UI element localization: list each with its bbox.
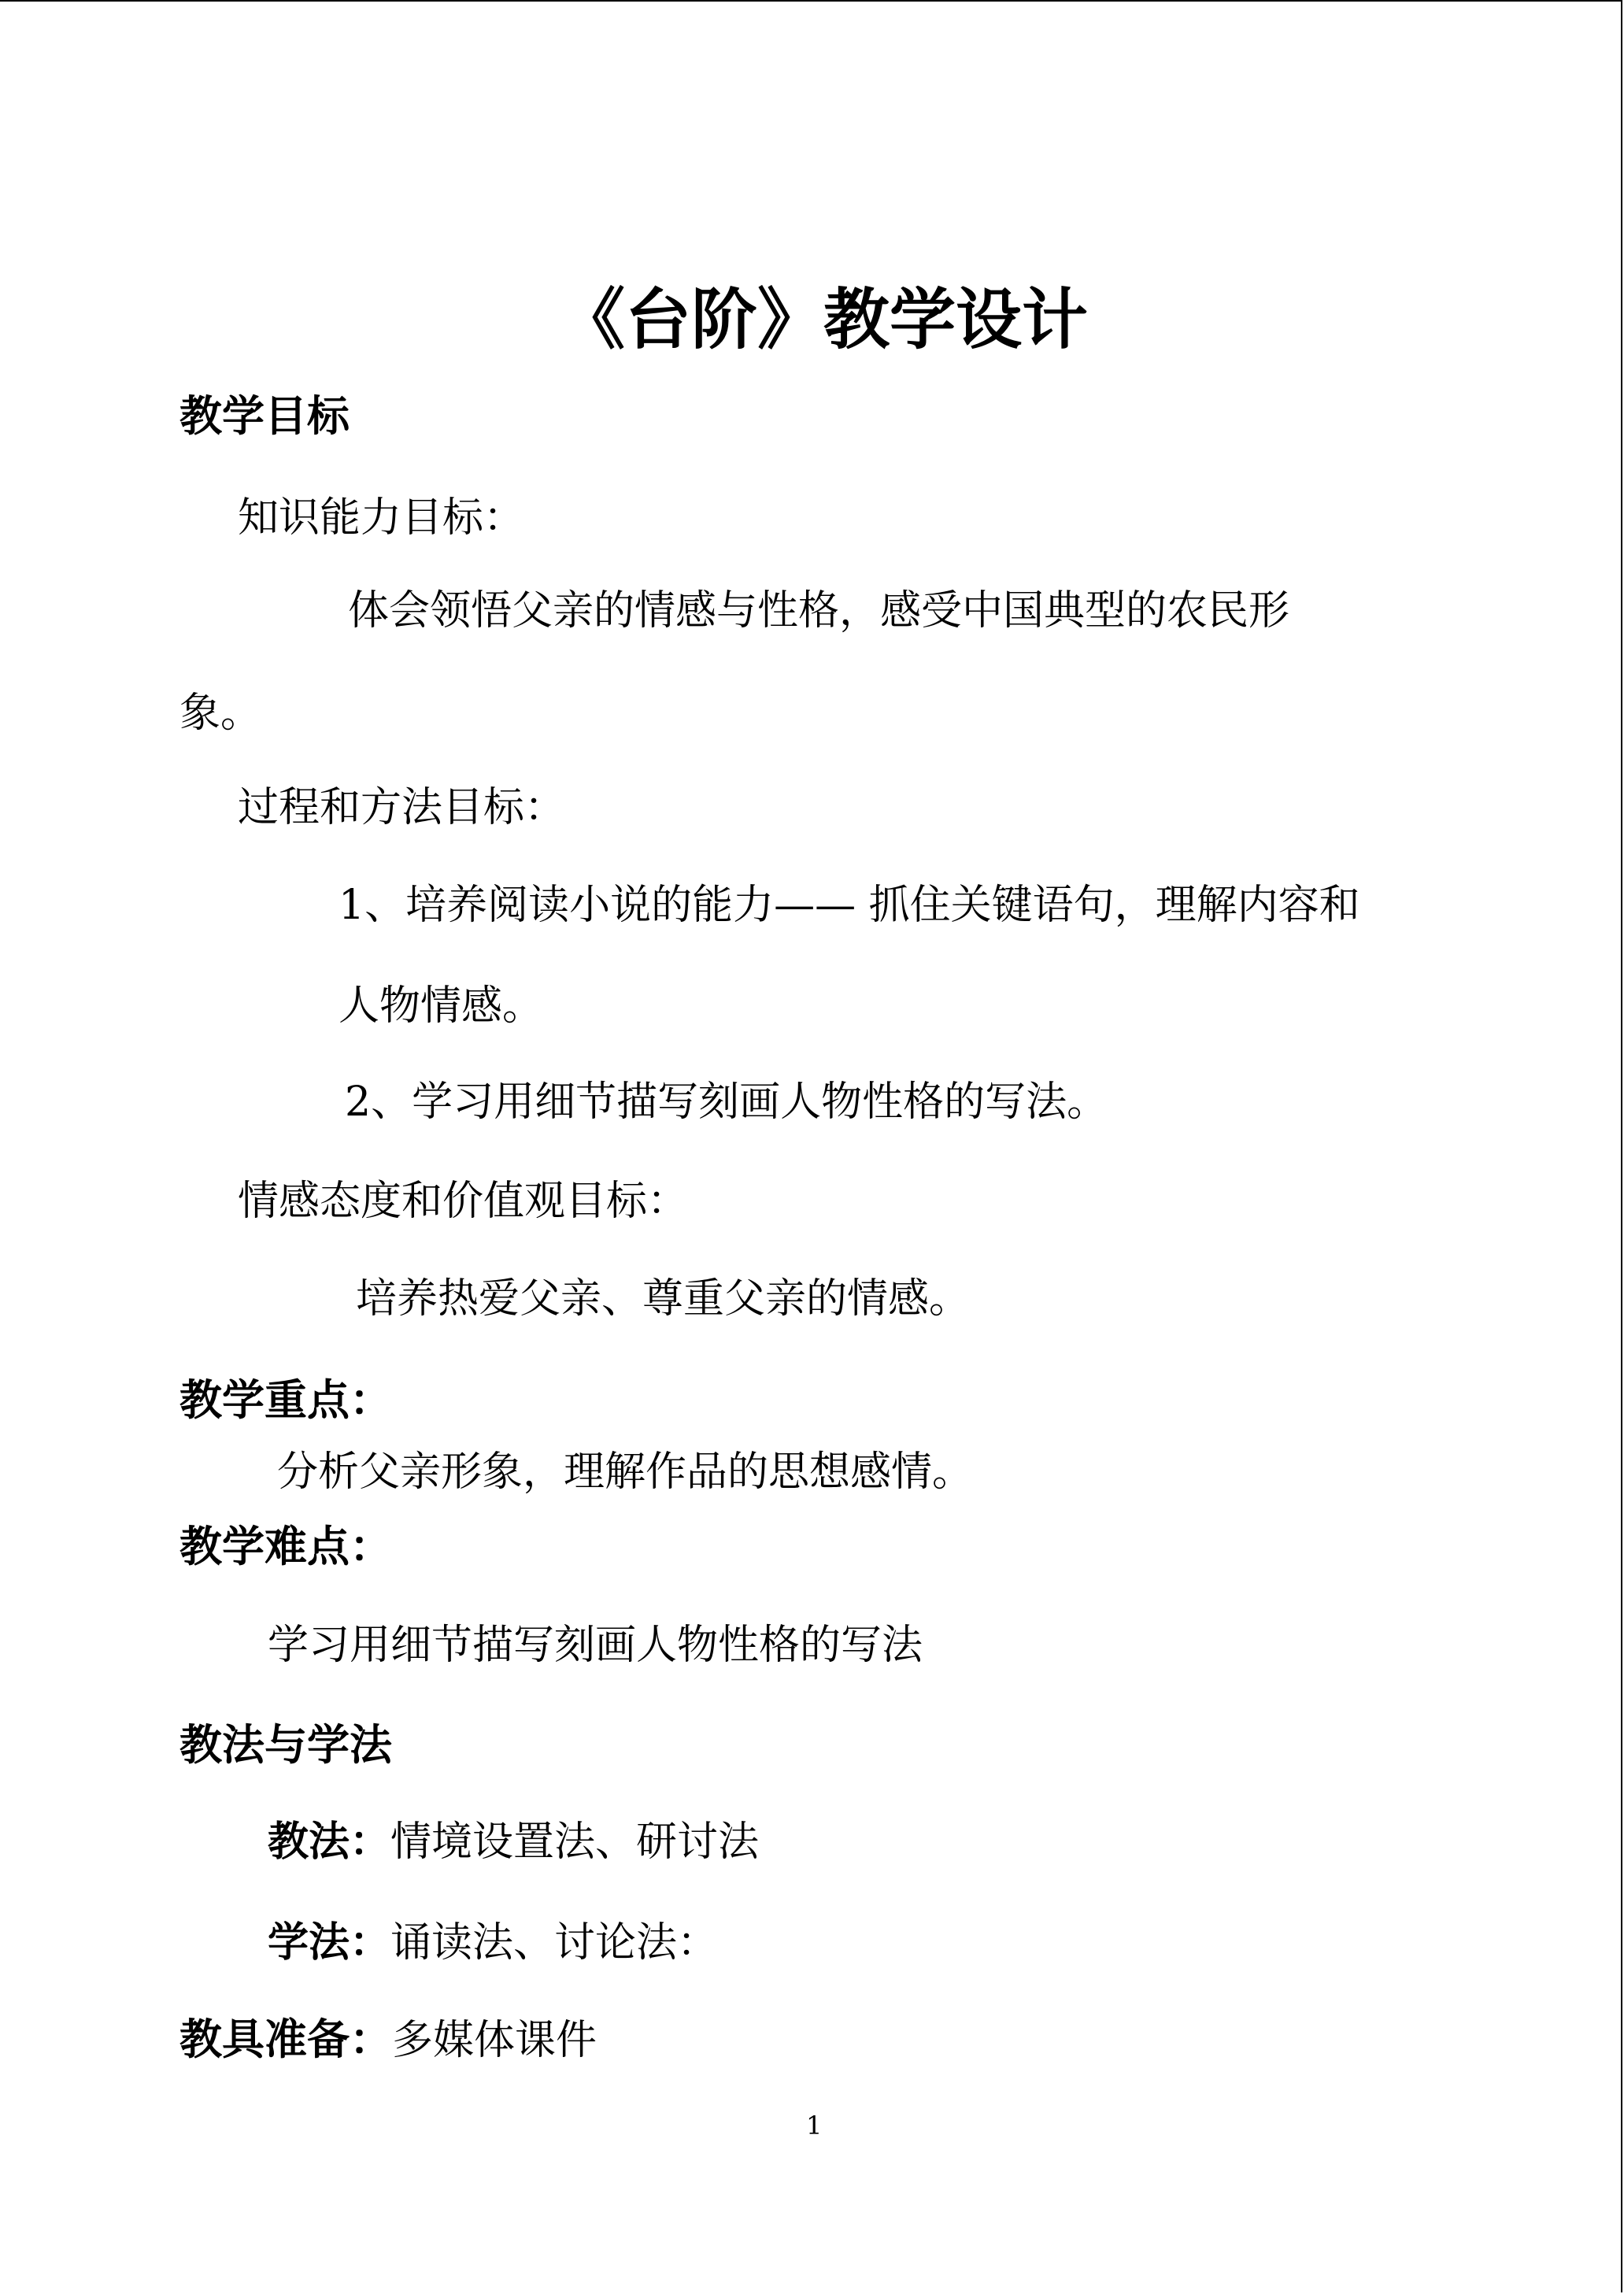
difficulty-heading: 教学难点： [179, 1522, 392, 1571]
emotion-text: 培养热爱父亲、尊重父亲的情感。 [356, 1275, 971, 1323]
process-label: 过程和方法目标： [238, 784, 566, 831]
tools-row [179, 2015, 597, 2064]
teaching-text: 情境设置法、研讨法 [390, 1819, 760, 1866]
emotion-label: 情感态度和价值观目标： [238, 1178, 689, 1225]
learning-label: 学法： [268, 1919, 391, 1967]
process-item1-line1: 1、培养阅读小说的能力—— 抓住关键语句，理解内容和 [338, 882, 1360, 929]
learning-method-row [268, 1919, 719, 1967]
key-heading: 教学重点： [179, 1375, 392, 1425]
process-item2: 2、学习用细节描写刻画人物性格的写法。 [345, 1079, 1108, 1126]
page-title: 《台阶》教学设计 [559, 281, 1089, 358]
knowledge-text-line1: 体会领悟父亲的情感与性格，感受中国典型的农民形 [348, 587, 1290, 635]
process-item1-line2: 人物情感。 [338, 982, 544, 1030]
page-number: 1 [806, 2111, 823, 2140]
teaching-method-row [268, 1819, 760, 1866]
teaching-label: 教法： [268, 1819, 391, 1866]
goals-heading: 教学目标 [179, 391, 350, 441]
key-text: 分析父亲形象，理解作品的思想感情。 [277, 1449, 974, 1496]
knowledge-text-line2: 象。 [179, 690, 262, 737]
difficulty-text: 学习用细节描写刻画人物性格的写法 [268, 1622, 923, 1669]
learning-text: 诵读法、讨论法： [390, 1919, 719, 1967]
tools-text: 多媒体课件 [392, 2017, 597, 2064]
methods-heading: 教法与学法 [179, 1720, 392, 1770]
tools-label: 教具准备： [179, 2015, 392, 2064]
knowledge-label: 知识能力目标： [238, 494, 525, 542]
